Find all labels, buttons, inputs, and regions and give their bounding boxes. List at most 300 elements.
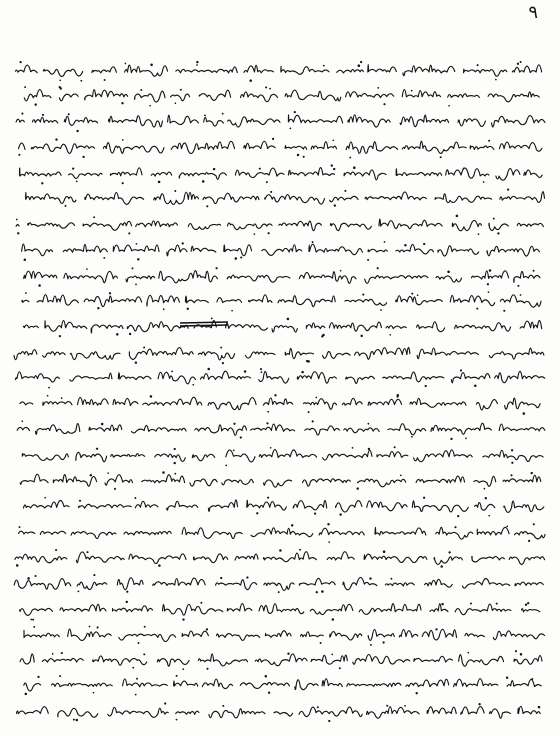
handwritten-word (274, 712, 293, 716)
handwritten-word (337, 70, 364, 73)
handwritten-word (355, 347, 410, 359)
handwritten-line (14, 574, 543, 593)
ink-dot (488, 140, 490, 142)
ink-dot (240, 256, 242, 258)
handwritten-word (129, 554, 186, 564)
ink-dot (80, 80, 82, 82)
handwritten-word (63, 244, 107, 252)
ink-dot (200, 602, 202, 604)
handwritten-word (379, 219, 442, 229)
ink-dot (122, 182, 124, 184)
handwritten-line (20, 650, 542, 670)
handwritten-word (438, 246, 479, 256)
handwritten-word (495, 371, 545, 382)
handwritten-word (323, 450, 372, 460)
handwritten-word (487, 246, 540, 256)
handwritten-word (309, 244, 363, 255)
handwritten-word (251, 528, 313, 537)
handwritten-word (346, 92, 394, 98)
handwritten-word (476, 400, 497, 410)
ink-dot (369, 577, 371, 579)
ink-dot (266, 422, 268, 424)
ink-dot (59, 335, 61, 337)
ink-dot (507, 189, 509, 191)
handwritten-word (119, 634, 176, 641)
handwritten-word (217, 634, 260, 641)
handwritten-word (195, 425, 247, 436)
handwritten-word (24, 630, 59, 637)
ink-dot (538, 706, 541, 709)
ink-dot (76, 181, 78, 183)
handwritten-line (24, 497, 544, 518)
ink-dot (135, 361, 137, 363)
handwritten-word (301, 632, 324, 637)
ink-dot (164, 702, 166, 704)
handwritten-word (118, 373, 151, 380)
handwritten-word (385, 583, 414, 586)
ink-dot (140, 89, 142, 91)
handwritten-word (89, 425, 122, 431)
ink-dot (97, 307, 99, 309)
handwritten-word (522, 609, 540, 612)
handwritten-word (36, 424, 80, 435)
handwritten-word (520, 321, 542, 329)
handwritten-word (524, 170, 542, 177)
handwritten-word (143, 397, 202, 405)
handwritten-word (28, 223, 75, 228)
ink-dot (332, 139, 334, 141)
ink-dot (19, 526, 21, 528)
ink-dot (265, 675, 268, 678)
ink-dot (487, 283, 489, 285)
handwritten-word (163, 604, 223, 615)
handwritten-word (179, 173, 226, 180)
handwritten-word (142, 475, 185, 483)
ink-dot (72, 167, 74, 169)
handwritten-word (368, 249, 387, 252)
handwritten-word (125, 65, 168, 76)
handwritten-word (83, 221, 132, 230)
handwritten-word (464, 69, 507, 76)
handwritten-word (85, 90, 128, 100)
ink-dot (447, 271, 450, 274)
ink-dot (317, 706, 319, 708)
handwritten-word (78, 504, 131, 508)
handwritten-word (190, 479, 217, 486)
handwritten-word (24, 683, 41, 691)
ink-dot (60, 87, 62, 89)
ink-dot (121, 102, 123, 104)
ink-dot (411, 436, 413, 438)
handwritten-word (135, 91, 166, 102)
ink-dot (533, 523, 535, 525)
ink-dot (132, 267, 134, 269)
ink-dot (268, 691, 270, 693)
handwritten-word (59, 94, 78, 101)
ink-dot (59, 675, 61, 677)
handwritten-line (22, 446, 543, 466)
handwritten-word (470, 146, 494, 150)
handwritten-word (132, 425, 187, 432)
handwritten-line (20, 601, 540, 621)
ink-dot (370, 644, 372, 646)
handwritten-line (17, 702, 541, 722)
ink-dot (478, 703, 480, 705)
ink-dot (174, 448, 176, 450)
handwritten-word (475, 503, 495, 511)
ink-dot (485, 497, 487, 499)
ink-dot (33, 626, 35, 628)
ink-dot (44, 497, 46, 499)
handwritten-word (226, 323, 268, 330)
ink-dot (515, 650, 517, 652)
handwritten-word (15, 372, 59, 382)
handwritten-word (64, 116, 97, 125)
ink-dot (21, 420, 23, 422)
ink-dot (256, 512, 258, 514)
ink-dot (171, 371, 173, 373)
handwritten-word (19, 143, 26, 149)
handwritten-word (58, 708, 98, 717)
ink-dot (30, 619, 32, 621)
ink-dot (315, 397, 317, 399)
handwritten-word (507, 679, 541, 686)
handwritten-word (336, 501, 362, 512)
handwritten-word (136, 221, 178, 227)
handwritten-word (489, 348, 544, 359)
ink-dot (126, 591, 128, 593)
handwritten-word (288, 168, 334, 176)
handwritten-word (330, 223, 371, 230)
handwritten-word (430, 604, 448, 612)
ink-dot (192, 384, 194, 386)
handwritten-word (251, 424, 295, 431)
handwritten-word (305, 426, 340, 435)
handwritten-word (388, 424, 426, 435)
handwritten-word (227, 604, 252, 612)
ink-dot (174, 473, 176, 475)
handwritten-word (262, 245, 302, 256)
handwritten-word (113, 398, 138, 405)
handwritten-word (37, 295, 78, 305)
handwritten-word (204, 117, 224, 126)
ink-dot (196, 64, 198, 66)
ink-dot (527, 602, 529, 604)
ink-dot (323, 65, 325, 67)
handwritten-line (24, 626, 545, 646)
ink-dot (268, 232, 270, 234)
handwritten-word (22, 300, 29, 302)
handwritten-word (448, 94, 480, 98)
ink-dot (266, 181, 268, 183)
handwritten-word (434, 557, 462, 565)
handwritten-word (299, 707, 362, 717)
ink-dot (377, 87, 379, 89)
ink-dot (254, 233, 256, 235)
handwritten-word (24, 271, 57, 278)
ink-dot (270, 191, 272, 193)
handwritten-word (436, 276, 462, 282)
ink-dot (90, 474, 92, 476)
ink-dot (316, 591, 318, 593)
ink-dot (425, 385, 427, 387)
handwritten-word (24, 90, 51, 101)
ink-dot (383, 550, 386, 553)
handwritten-word (514, 271, 540, 282)
ink-dot (55, 138, 57, 140)
handwritten-word (451, 373, 490, 383)
ink-dot (523, 412, 526, 415)
handwritten-word (504, 501, 544, 512)
handwritten-word (455, 604, 511, 615)
handwritten-word (113, 245, 159, 252)
handwritten-word (454, 679, 498, 687)
handwritten-word (259, 604, 304, 614)
ink-dot (389, 334, 391, 336)
ink-dot (47, 395, 49, 397)
handwritten-word (244, 141, 275, 148)
handwritten-word (265, 631, 291, 638)
handwritten-word (176, 711, 199, 714)
handwritten-line (24, 267, 540, 287)
handwritten-word (330, 632, 362, 641)
ink-dot (328, 541, 330, 543)
ink-dot (511, 462, 513, 464)
handwritten-word (345, 299, 387, 305)
handwritten-word (209, 709, 265, 718)
ink-dot (86, 268, 88, 270)
handwritten-word (43, 402, 72, 406)
handwritten-word (348, 115, 390, 127)
ink-dot (21, 113, 23, 115)
ink-dot (360, 335, 362, 337)
ink-dot (476, 308, 478, 310)
ink-dot (460, 369, 462, 371)
handwritten-word (465, 633, 484, 637)
ink-dot (182, 668, 184, 670)
ink-dot (435, 628, 437, 630)
handwritten-word (129, 348, 193, 360)
ink-dot (128, 232, 130, 234)
ink-dot (457, 515, 459, 517)
handwritten-word (492, 116, 545, 127)
ink-dot (261, 371, 263, 373)
ink-dot (27, 577, 30, 580)
ink-dot (489, 269, 492, 272)
handwritten-word (285, 348, 313, 358)
handwritten-word (228, 117, 280, 127)
ink-dot (129, 333, 131, 335)
ink-dot (97, 626, 99, 628)
ink-dot (233, 450, 235, 452)
handwritten-word (288, 115, 342, 123)
ink-dot (59, 79, 61, 81)
handwritten-line (20, 394, 540, 415)
ink-dot (279, 549, 282, 552)
handwritten-word (151, 172, 172, 176)
ink-dot (488, 515, 490, 517)
handwritten-word (188, 224, 220, 230)
handwritten-word (64, 271, 118, 282)
ink-dot (333, 168, 335, 170)
handwritten-word (199, 90, 230, 100)
ink-dot (362, 294, 364, 296)
ink-dot (470, 603, 472, 605)
ink-dot (463, 168, 465, 170)
handwritten-word (22, 244, 53, 256)
handwritten-word (263, 398, 292, 405)
ink-dot (187, 308, 189, 310)
handwritten-word (123, 679, 168, 687)
ink-dot (404, 705, 406, 707)
handwritten-word (17, 427, 30, 430)
handwritten-word (402, 141, 466, 153)
ink-dot (101, 423, 104, 426)
ink-dot (525, 603, 527, 605)
ink-dot (206, 205, 208, 207)
handwritten-word (512, 65, 541, 73)
ink-dot (314, 512, 316, 514)
ink-dot (478, 233, 480, 235)
handwritten-word (241, 92, 278, 102)
handwritten-word (22, 454, 68, 461)
ink-dot (42, 114, 44, 116)
ink-dot (265, 86, 267, 88)
handwritten-word (182, 527, 242, 538)
ink-dot (353, 166, 356, 169)
handwritten-word (42, 658, 83, 662)
ink-dot (89, 626, 91, 628)
ink-dot (467, 652, 469, 654)
handwritten-word (110, 168, 142, 176)
handwritten-word (263, 552, 316, 562)
handwritten-word (416, 476, 464, 483)
ink-dot (321, 590, 324, 593)
handwritten-word (375, 527, 426, 535)
handwritten-line (16, 215, 544, 235)
handwritten-word (323, 352, 351, 359)
handwritten-word (247, 500, 286, 510)
ink-dot (380, 309, 382, 311)
ink-dot (231, 310, 233, 312)
handwritten-line (22, 241, 540, 261)
handwritten-word (459, 655, 504, 667)
handwritten-word (304, 399, 337, 410)
handwritten-line (26, 189, 545, 208)
handwritten-word (483, 450, 543, 461)
handwritten-word (452, 220, 481, 230)
ink-dot (175, 102, 177, 104)
ink-dot (158, 181, 161, 184)
handwritten-word (455, 323, 511, 331)
ink-dot (483, 181, 485, 183)
handwritten-word (259, 450, 316, 458)
handwritten-word (53, 475, 96, 487)
ink-dot (352, 447, 354, 449)
handwritten-word (500, 142, 542, 151)
ink-dot (465, 438, 467, 440)
ink-dot (122, 139, 124, 141)
handwritten-word (103, 143, 164, 154)
handwritten-word (446, 168, 489, 178)
ink-dot (520, 294, 522, 296)
handwritten-word (76, 452, 107, 461)
ink-dot (107, 472, 109, 474)
ink-dot (331, 654, 333, 656)
handwritten-word (425, 579, 453, 587)
ink-dot (384, 241, 386, 243)
ink-dot (17, 232, 19, 234)
handwritten-word (217, 298, 242, 303)
ink-dot (394, 446, 396, 448)
ink-dot (294, 111, 296, 113)
handwritten-word (503, 475, 541, 482)
ink-dot (16, 564, 19, 567)
handwritten-word (383, 372, 444, 382)
ink-dot (19, 61, 21, 63)
handwritten-word (403, 65, 455, 75)
ink-dot (368, 448, 370, 450)
ink-dot (417, 294, 419, 296)
page-number: ۹ (528, 2, 538, 23)
ink-dot (278, 591, 280, 593)
ink-dot (441, 603, 443, 605)
ink-dot (270, 447, 272, 449)
handwritten-word (342, 398, 362, 405)
ink-dot (267, 411, 269, 413)
handwritten-word (85, 193, 144, 205)
ink-dot (202, 180, 205, 183)
handwritten-word (226, 450, 255, 462)
handwritten-word (20, 608, 53, 615)
handwritten-word (330, 196, 358, 201)
handwritten-word (414, 450, 473, 462)
handwritten-word (303, 479, 351, 486)
ink-dot (103, 257, 105, 259)
ink-dot (383, 103, 385, 105)
handwritten-word (422, 629, 456, 640)
ink-dot (334, 204, 336, 206)
handwritten-word (78, 397, 109, 405)
ink-dot (222, 705, 224, 707)
handwritten-word (322, 679, 342, 687)
handwritten-word (358, 479, 406, 487)
ink-dot (143, 347, 145, 349)
handwritten-word (227, 223, 272, 230)
ink-dot (233, 423, 235, 425)
handwritten-word (16, 225, 19, 227)
handwritten-word (458, 119, 485, 127)
handwritten-word (402, 90, 440, 97)
ink-dot (176, 719, 178, 721)
handwritten-word (474, 476, 496, 486)
handwritten-word (353, 654, 410, 664)
ink-dot (109, 292, 111, 294)
handwritten-word (417, 348, 478, 359)
handwritten-word (192, 454, 215, 460)
ink-dot (377, 267, 379, 269)
handwritten-word (245, 352, 275, 358)
ink-dot (213, 168, 215, 170)
handwritten-word (174, 681, 198, 686)
ink-dot (206, 668, 208, 670)
handwritten-line (17, 420, 545, 440)
ink-dot (32, 619, 34, 621)
handwritten-line (20, 471, 541, 490)
handwritten-word (14, 350, 37, 360)
ink-dot (404, 244, 406, 246)
handwritten-word (518, 706, 540, 714)
